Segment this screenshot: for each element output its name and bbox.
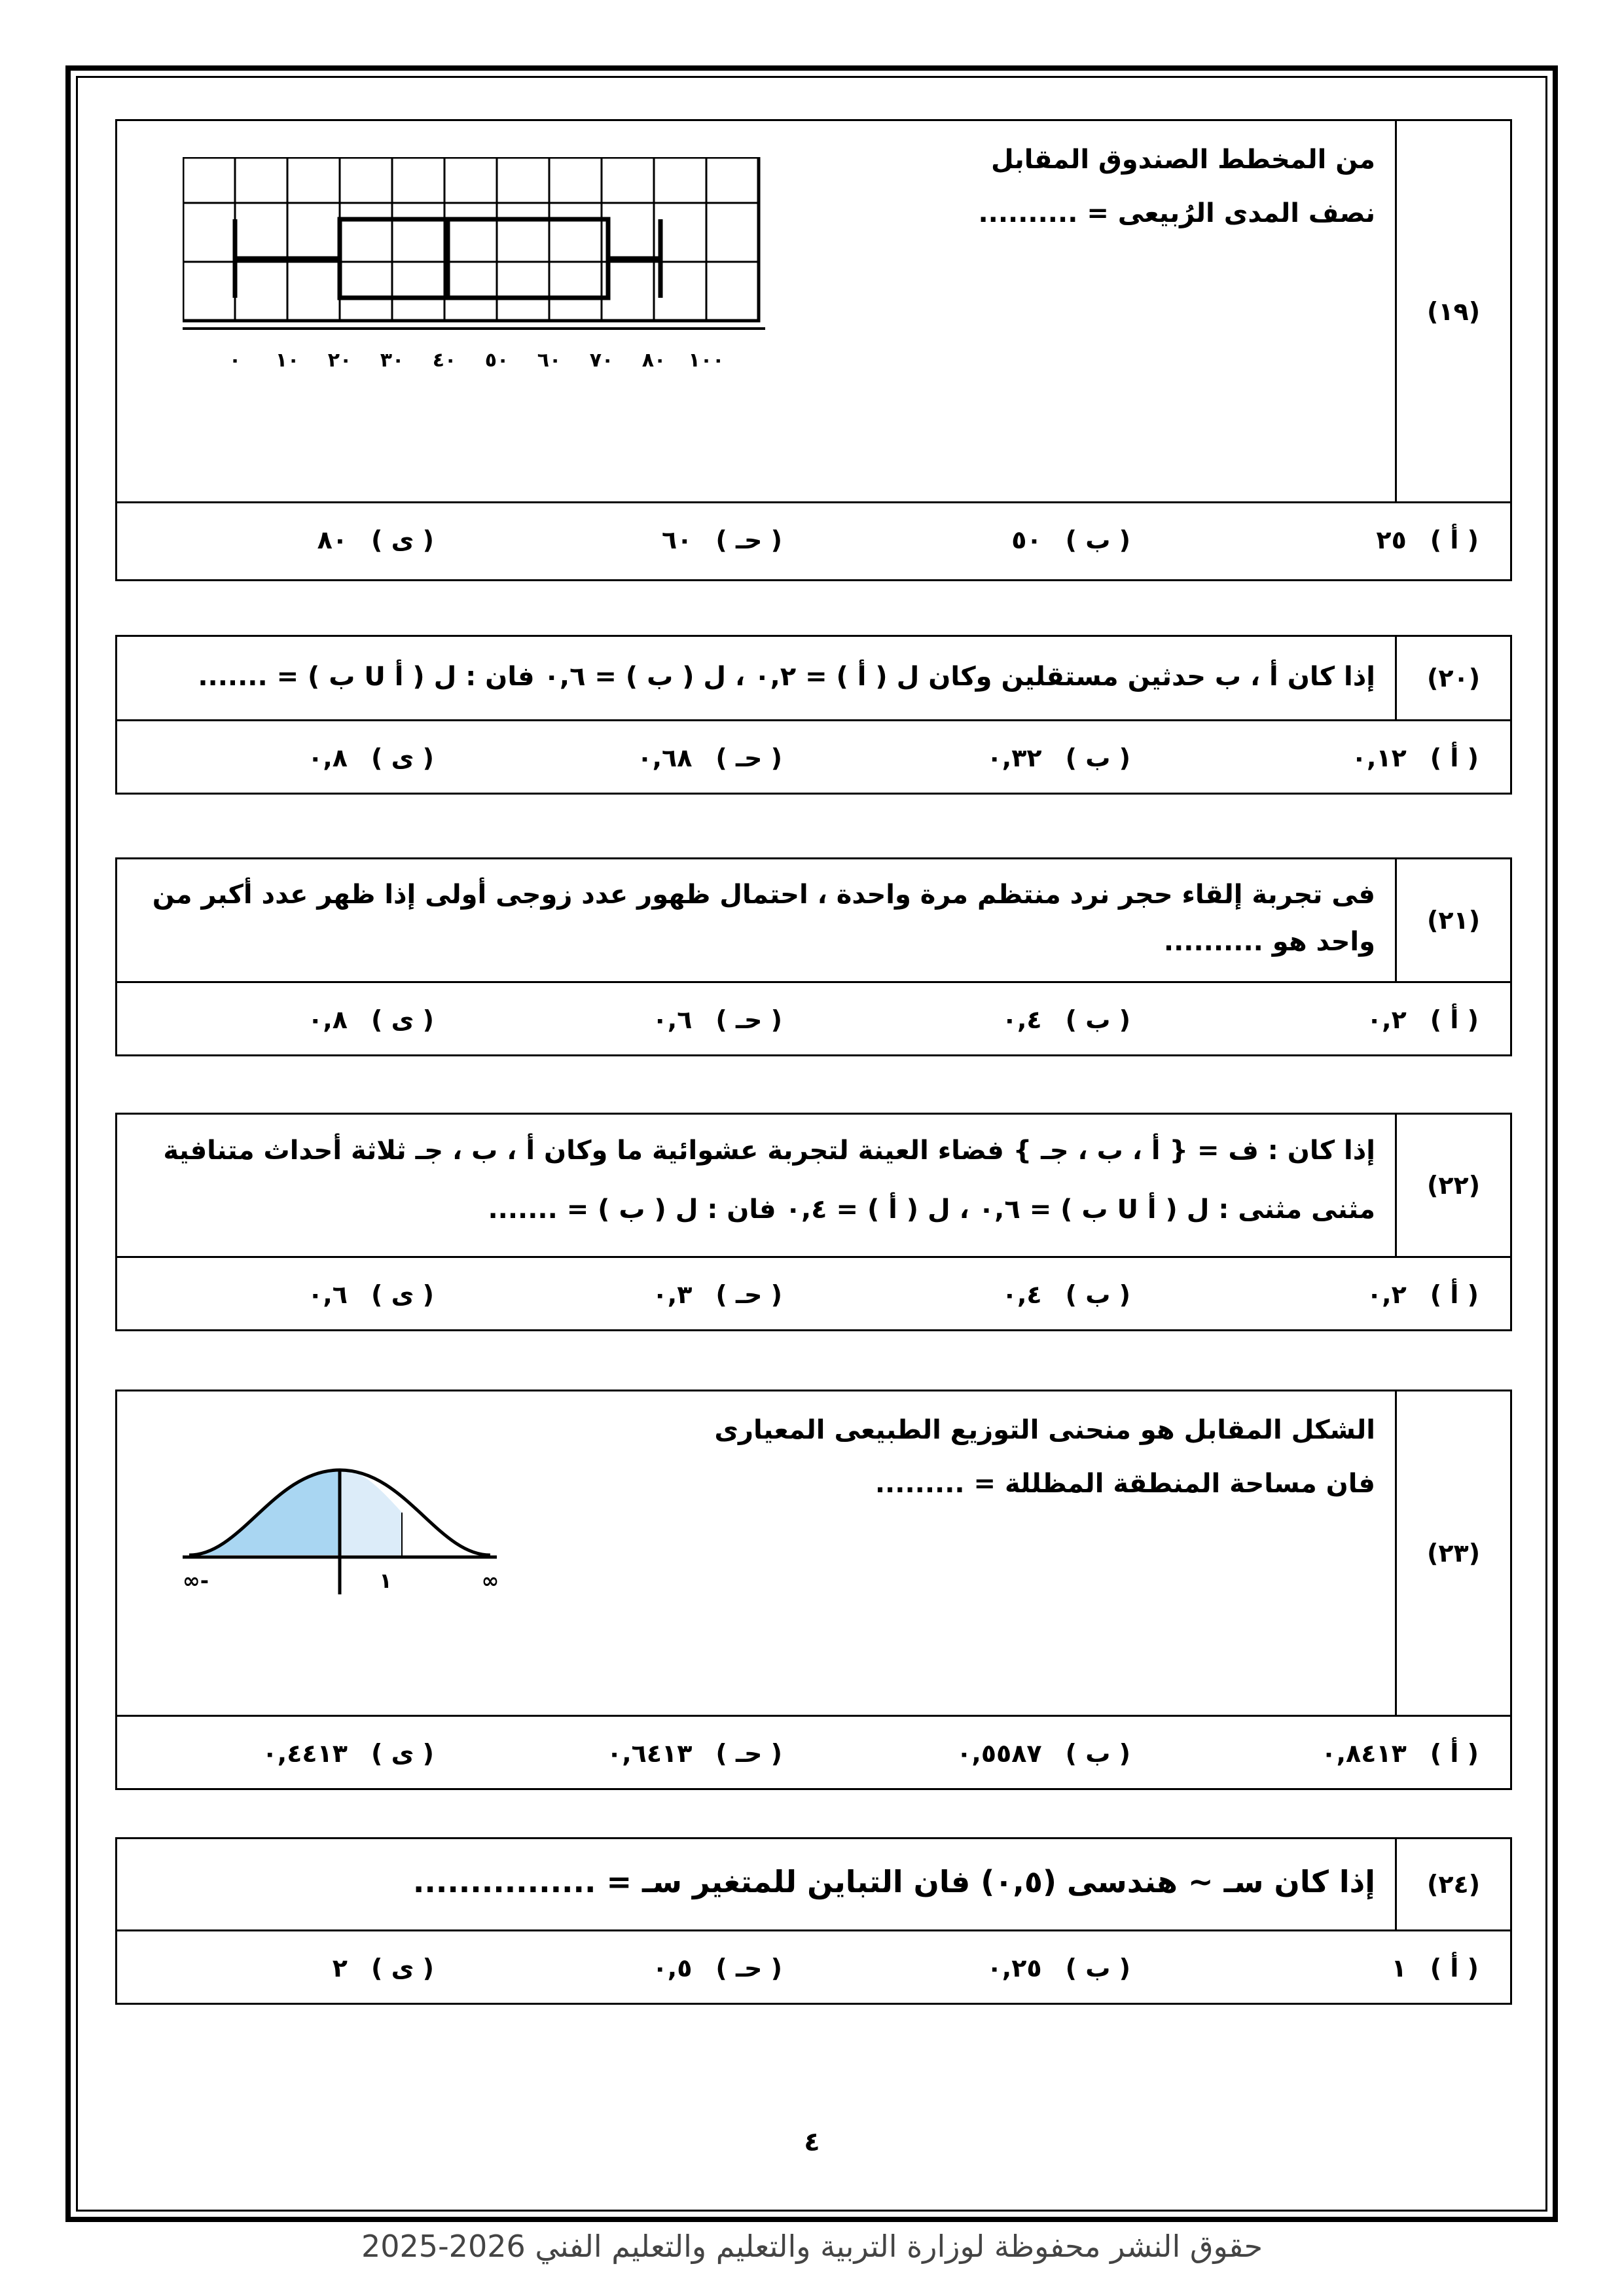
question-number: (٢١) — [1395, 859, 1510, 981]
option-a[interactable]: ( أ ) ٢٥ — [1376, 526, 1479, 554]
question-line: من المخطط الصندوق المقابل — [991, 145, 1375, 175]
question-number: (٢٤) — [1395, 1839, 1510, 1929]
curve-label-one: ١ — [379, 1568, 392, 1593]
question-21 — [115, 857, 1512, 1056]
question-line: إذا كان : ف = { أ ، ب ، جـ } فضاء العينة لتجربة عشوائية ما وكان أ ، ب ، جـ ثلاثة أحداث متنافية — [163, 1136, 1375, 1166]
question-line: واحد هو .......... — [1163, 927, 1375, 957]
curve-label-left: -∞ — [183, 1568, 209, 1593]
option-b[interactable]: ( ب ) ٠,٤ — [1001, 1280, 1130, 1309]
curve-label-right: ∞ — [481, 1568, 499, 1593]
question-text — [117, 859, 1395, 981]
option-a[interactable]: ( أ ) ٠,٢ — [1366, 1005, 1479, 1034]
question-number: (٢٢) — [1395, 1115, 1510, 1256]
question-line: فى تجربة إلقاء حجر نرد منتظم مرة واحدة ، احتمال ظهور عدد زوجى أولى إذا ظهر عدد أكبر من — [152, 880, 1375, 910]
option-c[interactable]: ( حـ ) ٠,٦٤١٣ — [607, 1739, 782, 1768]
box-plot-tick: ٨٠ — [641, 349, 666, 372]
option-d[interactable]: ( ى ) ٠,٤٤١٣ — [262, 1739, 434, 1768]
option-a[interactable]: ( أ ) ٠,١٢ — [1351, 744, 1479, 772]
option-d[interactable]: ( ى ) ٨٠ — [317, 526, 434, 554]
option-a[interactable]: ( أ ) ٠,٢ — [1366, 1280, 1479, 1309]
question-line: إذا كان أ ، ب حدثين مستقلين وكان ل ( أ ) = ٠,٢ ، ل ( ب ) = ٠,٦ فان : ل ( أ U ب ) = ....... — [198, 662, 1375, 692]
question-24 — [115, 1837, 1512, 2005]
question-number: (١٩) — [1395, 121, 1510, 501]
box-plot-tick: ٤٠ — [432, 349, 457, 372]
box-plot-tick: ٠ — [228, 349, 242, 372]
option-d[interactable]: ( ى ) ٠,٨ — [308, 744, 434, 772]
question-number: (٢٠) — [1395, 637, 1510, 719]
box-plot-tick: ١٠٠ — [688, 349, 725, 372]
box-plot-tick: ٧٠ — [589, 349, 614, 372]
answer-options — [117, 721, 1510, 795]
question-text — [117, 1839, 1395, 1929]
question-text — [117, 1115, 1395, 1256]
box-plot-tick: ٦٠ — [537, 349, 562, 372]
question-19 — [115, 119, 1512, 581]
answer-options — [117, 1717, 1510, 1790]
box-plot-tick: ٢٠ — [327, 349, 352, 372]
question-23 — [115, 1390, 1512, 1790]
answer-options — [117, 1258, 1510, 1331]
option-c[interactable]: ( حـ ) ٠,٥ — [652, 1954, 782, 1982]
option-c[interactable]: ( حـ ) ٠,٦٨ — [637, 744, 782, 772]
option-b[interactable]: ( ب ) ٠,٢٥ — [986, 1954, 1130, 1982]
question-22 — [115, 1113, 1512, 1331]
question-line: الشكل المقابل هو منحنى التوزيع الطبيعى المعيارى — [714, 1415, 1375, 1445]
question-text — [117, 121, 1395, 501]
question-line: فان مساحة المنطقة المظللة = ......... — [875, 1469, 1375, 1499]
option-b[interactable]: ( ب ) ٥٠ — [1011, 526, 1130, 554]
option-d[interactable]: ( ى ) ٠,٦ — [308, 1280, 434, 1309]
box-plot-tick: ٥٠ — [484, 349, 509, 372]
question-text — [117, 1391, 1395, 1715]
box-plot-tick: ٣٠ — [380, 349, 405, 372]
question-text — [117, 637, 1395, 719]
option-c[interactable]: ( حـ ) ٦٠ — [662, 526, 782, 554]
option-a[interactable]: ( أ ) ١ — [1391, 1954, 1479, 1982]
normal-curve-figure — [176, 1437, 556, 1647]
copyright-footer: حقوق النشر محفوظة لوزارة التربية والتعليم والتعليم الفني 2026-2025 — [361, 2229, 1263, 2264]
box-plot-figure — [183, 157, 785, 406]
option-c[interactable]: ( حـ ) ٠,٦ — [652, 1005, 782, 1034]
question-line: نصف المدى الرُبيعى = .......... — [978, 198, 1375, 228]
option-a[interactable]: ( أ ) ٠,٨٤١٣ — [1321, 1739, 1479, 1768]
question-20 — [115, 635, 1512, 795]
question-line: إذا كان سـ ~ هندسى (٠,٥) فان التباين للمتغير سـ = ................ — [412, 1864, 1375, 1899]
option-b[interactable]: ( ب ) ٠,٤ — [1001, 1005, 1130, 1034]
option-b[interactable]: ( ب ) ٠,٥٥٨٧ — [956, 1739, 1130, 1768]
option-d[interactable]: ( ى ) ٢ — [332, 1954, 434, 1982]
option-c[interactable]: ( حـ ) ٠,٣ — [652, 1280, 782, 1309]
question-line: مثنى مثنى : ل ( أ U ب ) = ٠,٦ ، ل ( أ ) = ٠,٤ فان : ل ( ب ) = ....... — [488, 1194, 1375, 1225]
answer-options — [117, 503, 1510, 577]
answer-options — [117, 1931, 1510, 2005]
page-number: ٤ — [804, 2127, 820, 2157]
box-plot-tick: ١٠ — [275, 349, 300, 372]
option-d[interactable]: ( ى ) ٠,٨ — [308, 1005, 434, 1034]
question-number: (٢٣) — [1395, 1391, 1510, 1715]
option-b[interactable]: ( ب ) ٠,٣٢ — [986, 744, 1130, 772]
answer-options — [117, 983, 1510, 1056]
